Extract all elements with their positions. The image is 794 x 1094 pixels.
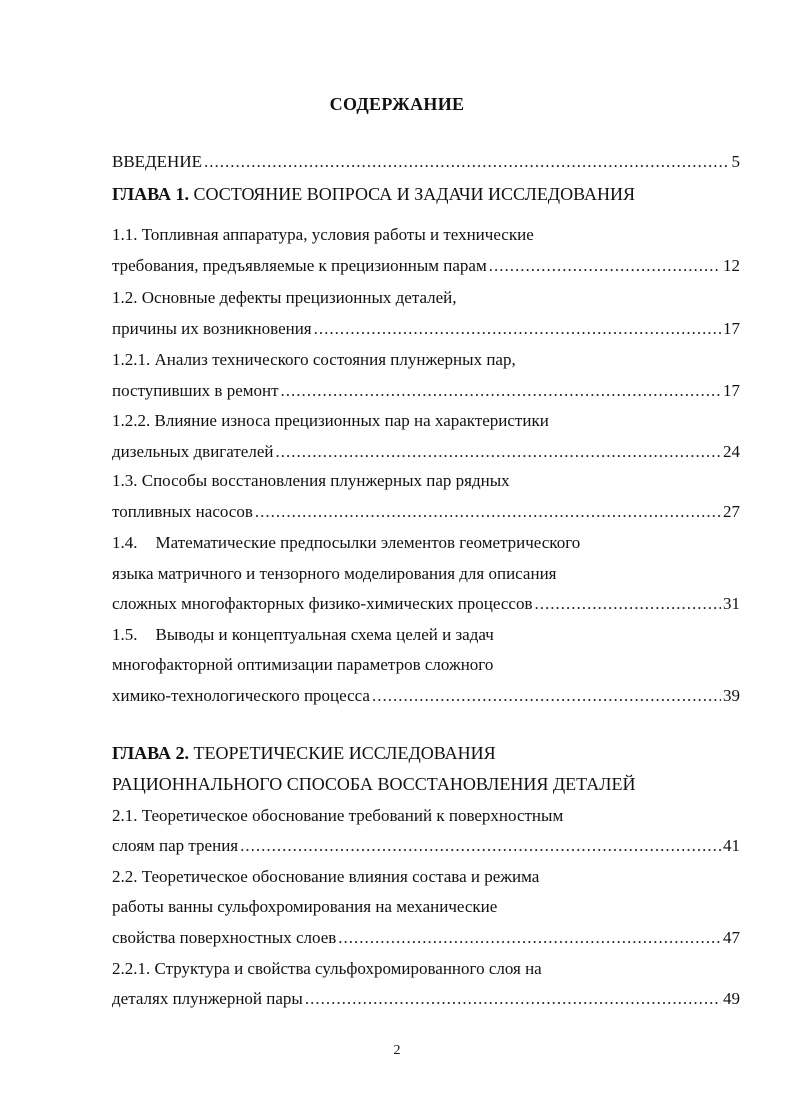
toc-page-number: 12 — [723, 256, 740, 275]
toc-entry-first-line — [112, 622, 740, 648]
toc-page-number: 47 — [723, 928, 740, 947]
toc-entry-text: языка матричного и тензорного моделирования для описания — [112, 564, 557, 583]
toc-entry-label: поступивших в ремонт — [112, 381, 279, 400]
toc-page-number: 41 — [723, 836, 740, 855]
toc-page-number: 39 — [723, 686, 740, 705]
toc-page-number: 49 — [723, 989, 740, 1008]
chapter-title-line2: РАЦИОННАЛЬНОГО СПОСОБА ВОССТАНОВЛЕНИЯ ДЕТАЛЕЙ — [112, 774, 636, 794]
toc-page-number: 27 — [723, 502, 740, 521]
toc-entry-label: требования, предъявляемые к прецизионным парам — [112, 256, 487, 275]
toc-entry-label: свойства поверхностных слоев — [112, 928, 337, 947]
toc-entry-number: 1.4. — [112, 533, 138, 552]
dot-leader — [275, 439, 721, 465]
toc-entry-first-line — [112, 530, 740, 556]
toc-entry-text: 1.2. Основные дефекты прецизионных деталей, — [112, 288, 457, 307]
chapter-prefix: ГЛАВА 1. — [112, 184, 190, 204]
toc-entry-label: дизельных двигателей — [112, 442, 274, 461]
toc-entry-text: 1.2.2. Влияние износа прецизионных пар на характеристики — [112, 411, 549, 430]
page-title: СОДЕРЖАНИЕ — [329, 94, 465, 114]
toc-entry-label: сложных многофакторных физико-химических процессов — [112, 594, 533, 613]
toc-chapter-2[interactable] — [112, 740, 740, 766]
toc-chapter-1[interactable] — [112, 181, 740, 207]
dot-leader — [305, 986, 721, 1012]
toc-entry-label: слоям пар трения — [112, 836, 239, 855]
dot-leader — [314, 316, 721, 342]
toc-entry-2-2-1[interactable] — [112, 986, 740, 1012]
dot-leader — [534, 591, 721, 617]
toc-entry-text: 2.2. Теоретическое обоснование влияния состава и режима — [112, 867, 540, 886]
toc-entry-2-1[interactable] — [112, 833, 740, 859]
toc-entry-number: 1.5. — [112, 625, 138, 644]
toc-page-number: 31 — [723, 594, 740, 613]
dot-leader — [240, 833, 721, 859]
dot-leader — [255, 499, 721, 525]
toc-page-number: 17 — [723, 381, 740, 400]
chapter-prefix: ГЛАВА 2. — [112, 743, 190, 763]
toc-page-number: 17 — [723, 319, 740, 338]
dot-leader — [204, 149, 730, 175]
toc-entry-1-2-1[interactable] — [112, 378, 740, 404]
toc-entry-text: многофакторной оптимизации параметров сложного — [112, 655, 494, 674]
toc-entry-text: работы ванны сульфохромирования на механические — [112, 897, 498, 916]
toc-entry-text: Выводы и концептуальная схема целей и задач — [155, 625, 494, 644]
chapter-title: СОСТОЯНИЕ ВОПРОСА И ЗАДАЧИ ИССЛЕДОВАНИЯ — [193, 184, 635, 204]
toc-entry-1-3[interactable] — [112, 499, 740, 525]
toc-entry-2-2[interactable] — [112, 925, 740, 951]
dot-leader — [489, 253, 721, 279]
toc-entry-label: ВВЕДЕНИЕ — [112, 152, 202, 171]
dot-leader — [338, 925, 721, 951]
toc-entry-1-4[interactable] — [112, 591, 740, 617]
toc-page-number: 5 — [731, 152, 740, 171]
toc-entry-label: топливных насосов — [112, 502, 253, 521]
dot-leader — [372, 683, 721, 709]
toc-entry-text: 1.3. Способы восстановления плунжерных пар рядных — [112, 471, 510, 490]
chapter-title: ТЕОРЕТИЧЕСКИЕ ИССЛЕДОВАНИЯ — [193, 743, 496, 763]
toc-entry-text: 2.2.1. Структура и свойства сульфохромированного слоя на — [112, 959, 542, 978]
toc-entry-text: 2.1. Теоретическое обоснование требований к поверхностным — [112, 806, 564, 825]
toc-entry-text: 1.2.1. Анализ технического состояния плунжерных пар, — [112, 350, 516, 369]
toc-entry-1-2[interactable] — [112, 316, 740, 342]
toc-entry-text: Математические предпосылки элементов геометрического — [155, 533, 581, 552]
toc-entry-text: 1.1. Топливная аппаратура, условия работы и технические — [112, 225, 534, 244]
toc-entry-1-2-2[interactable] — [112, 439, 740, 465]
toc-entry-intro[interactable] — [112, 149, 740, 175]
toc-entry-1-1[interactable] — [112, 253, 740, 279]
toc-entry-label: причины их возникновения — [112, 319, 312, 338]
dot-leader — [281, 378, 721, 404]
toc-page-number: 24 — [723, 442, 740, 461]
page-number: 2 — [393, 1043, 401, 1058]
toc-entry-1-5[interactable] — [112, 683, 740, 709]
toc-entry-label: деталях плунжерной пары — [112, 989, 303, 1008]
toc-entry-label: химико-технологического процесса — [112, 686, 370, 705]
